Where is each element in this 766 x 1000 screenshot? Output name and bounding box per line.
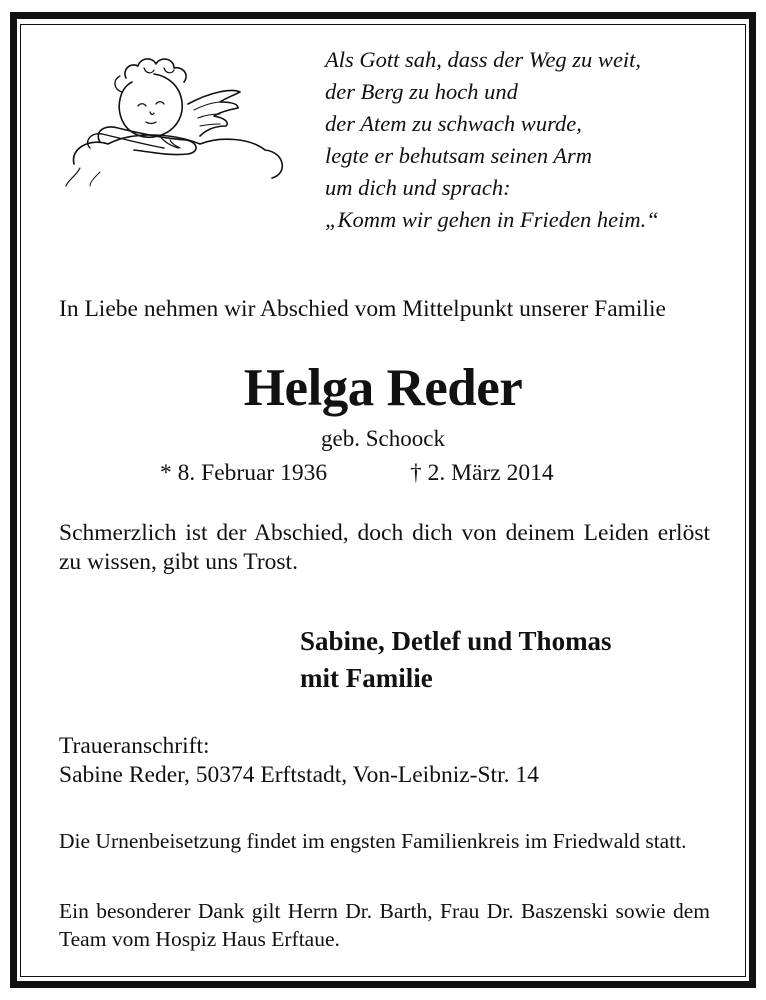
family-line: Sabine, Detlef und Thomas	[300, 626, 612, 656]
mourning-address: Sabine Reder, 50374 Erftstadt, Von-Leibniz-Str. 14	[59, 762, 539, 788]
urn-burial-note: Die Urnenbeisetzung findet im engsten Familienkreis im Friedwald statt.	[59, 829, 687, 853]
family-signature	[300, 623, 612, 697]
maiden-name: geb. Schoock	[321, 426, 445, 451]
thanks-note: Ein besonderer Dank gilt Herrn Dr. Barth, Frau Dr. Baszenski sowie dem Team vom Hospiz Haus Erftaue.	[59, 899, 710, 951]
poem-line: um dich und sprach:	[325, 175, 511, 200]
birth-date: * 8. Februar 1936	[160, 460, 328, 486]
address-label: Traueranschrift:	[59, 733, 210, 759]
poem	[325, 44, 725, 236]
poem-line: der Atem zu schwach wurde,	[325, 111, 582, 136]
poem-line: legte er behutsam seinen Arm	[325, 143, 593, 168]
poem-line: der Berg zu hoch und	[325, 79, 518, 104]
cherub-illustration	[60, 52, 292, 192]
poem-line: „Komm wir gehen in Frieden heim.“	[325, 207, 659, 232]
family-line: mit Familie	[300, 663, 433, 693]
death-date: † 2. März 2014	[410, 460, 554, 486]
consolation-text: Schmerzlich ist der Abschied, doch dich von deinem Leiden erlöst zu wissen, gibt uns Trost.	[59, 520, 710, 575]
poem-line: Als Gott sah, dass der Weg zu weit,	[325, 47, 642, 72]
intro-text: In Liebe nehmen wir Abschied vom Mittelpunkt unserer Familie	[59, 296, 666, 322]
deceased-name: Helga Reder	[243, 359, 523, 417]
